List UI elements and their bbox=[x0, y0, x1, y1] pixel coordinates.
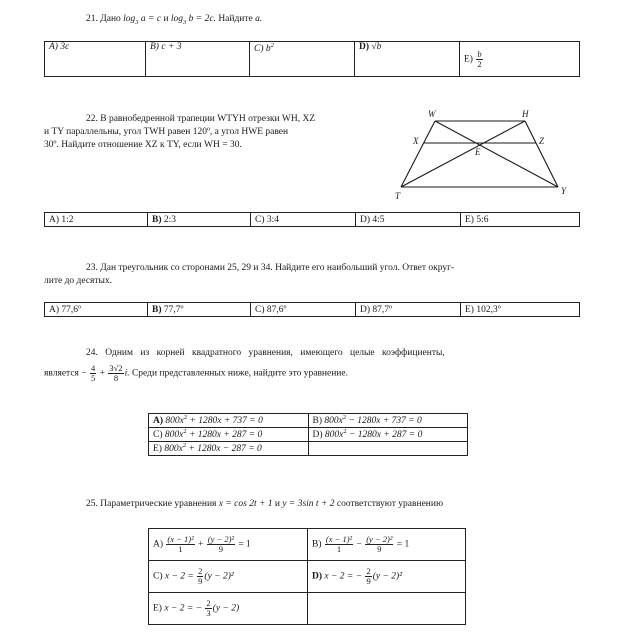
q22-answers bbox=[44, 212, 580, 227]
q24-answers bbox=[148, 413, 468, 456]
q22-answer-d[interactable]: D) 4:5 bbox=[356, 213, 461, 227]
q23-answers bbox=[44, 302, 580, 317]
q21-answer-d[interactable]: D) √b bbox=[355, 42, 460, 77]
label-t: T bbox=[395, 191, 401, 201]
q24-answer-b[interactable]: B) $800x^2 - 1280x + 737 = 0$ bbox=[308, 414, 468, 428]
q21-text: 21. Дано $\log_3 a = c$ и $\log_3 b = 2c$. Найдите a. bbox=[86, 14, 263, 26]
label-z: Z bbox=[539, 136, 545, 146]
label-y: Y bbox=[561, 186, 567, 196]
q23-answer-c[interactable]: C) 87,6º bbox=[251, 303, 356, 317]
q23-answer-e[interactable]: E) 102,3º bbox=[461, 303, 580, 317]
q22-answer-b[interactable]: B) 2:3 bbox=[148, 213, 251, 227]
q23-answer-a[interactable]: A) 77,6º bbox=[45, 303, 148, 317]
q22-answer-e[interactable]: E) 5:6 bbox=[461, 213, 580, 227]
q25-text: 25. Параметрические уравнения x = cos 2t + 1 и y = 3sin t + 2 соответствуют уравнению bbox=[86, 499, 444, 509]
label-w: W bbox=[428, 109, 436, 119]
q25-empty-cell bbox=[308, 593, 466, 625]
label-e: E bbox=[475, 147, 481, 157]
q21-answer-b[interactable]: B) c + 3 bbox=[146, 42, 250, 77]
q23-text: 23. Дан треугольник со сторонами 25, 29 и 34. Найдите его наибольший угол. Ответ округ- лите до десятых. bbox=[44, 263, 455, 286]
q24-text: 24. Одним из корней квадратного уравнения, имеющего целые коэффициенты, является − $\frac{4}{5}$ + $\frac{3√2}{8}$ i. Среди представленных ниже, найдите это уравнение. bbox=[44, 348, 445, 383]
q22-answer-c[interactable]: C) 3:4 bbox=[251, 213, 356, 227]
q24-answer-c[interactable]: C) $800x^2 + 1280x + 287 = 0$ bbox=[149, 428, 309, 442]
label-h: H bbox=[522, 109, 529, 119]
q21-answer-a[interactable]: A) 3c bbox=[45, 42, 146, 77]
trapezoid-diagram bbox=[395, 102, 580, 202]
q25-answer-c[interactable]: C) x − 2 = $\frac{2}{9}$ (y − 2)² bbox=[149, 561, 308, 593]
q25-answer-b[interactable]: B) $\frac{\text{(x − 1)²}}{1}$ − $\frac{\text{(y − 2)²}}{9}$ = 1 bbox=[308, 529, 466, 561]
q22-answer-a[interactable]: A) 1:2 bbox=[45, 213, 148, 227]
q22-text: 22. В равнобедренной трапеции WTYH отрезки WH, XZ и TY параллельны, угол TWH равен 120º, а угол HWE равен 30º. Найдите отношение XZ к TY, если WH = 30. bbox=[44, 114, 316, 150]
q25-answer-d[interactable]: D) x − 2 = − $\frac{2}{9}$ (y − 2)² bbox=[308, 561, 466, 593]
q25-answer-a[interactable]: A) $\frac{\text{(x − 1)²}}{1}$ + $\frac{\text{(y − 2)²}}{9}$ = 1 bbox=[149, 529, 308, 561]
q24-answer-a[interactable]: A) $800x^2 + 1280x + 737 = 0$ bbox=[149, 414, 309, 428]
label-x: X bbox=[413, 136, 419, 146]
q25-answers bbox=[148, 528, 466, 625]
q24-empty-cell bbox=[308, 442, 468, 456]
q24-answer-d[interactable]: D) $800x^2 - 1280x + 287 = 0$ bbox=[308, 428, 468, 442]
q23-answer-b[interactable]: B) 77,7º bbox=[148, 303, 251, 317]
q24-answer-e[interactable]: E) $800x^2 + 1280x - 287 = 0$ bbox=[149, 442, 309, 456]
q21-answer-c[interactable]: C) $b^2$ bbox=[250, 42, 355, 77]
q23-answer-d[interactable]: D) 87,7º bbox=[356, 303, 461, 317]
q21-answer-e[interactable]: E) $\frac{b}{2}$ bbox=[460, 42, 580, 77]
q25-answer-e[interactable]: E) x − 2 = − $\frac{2}{3}$ (y − 2) bbox=[149, 593, 308, 625]
q21-answers bbox=[44, 41, 580, 77]
